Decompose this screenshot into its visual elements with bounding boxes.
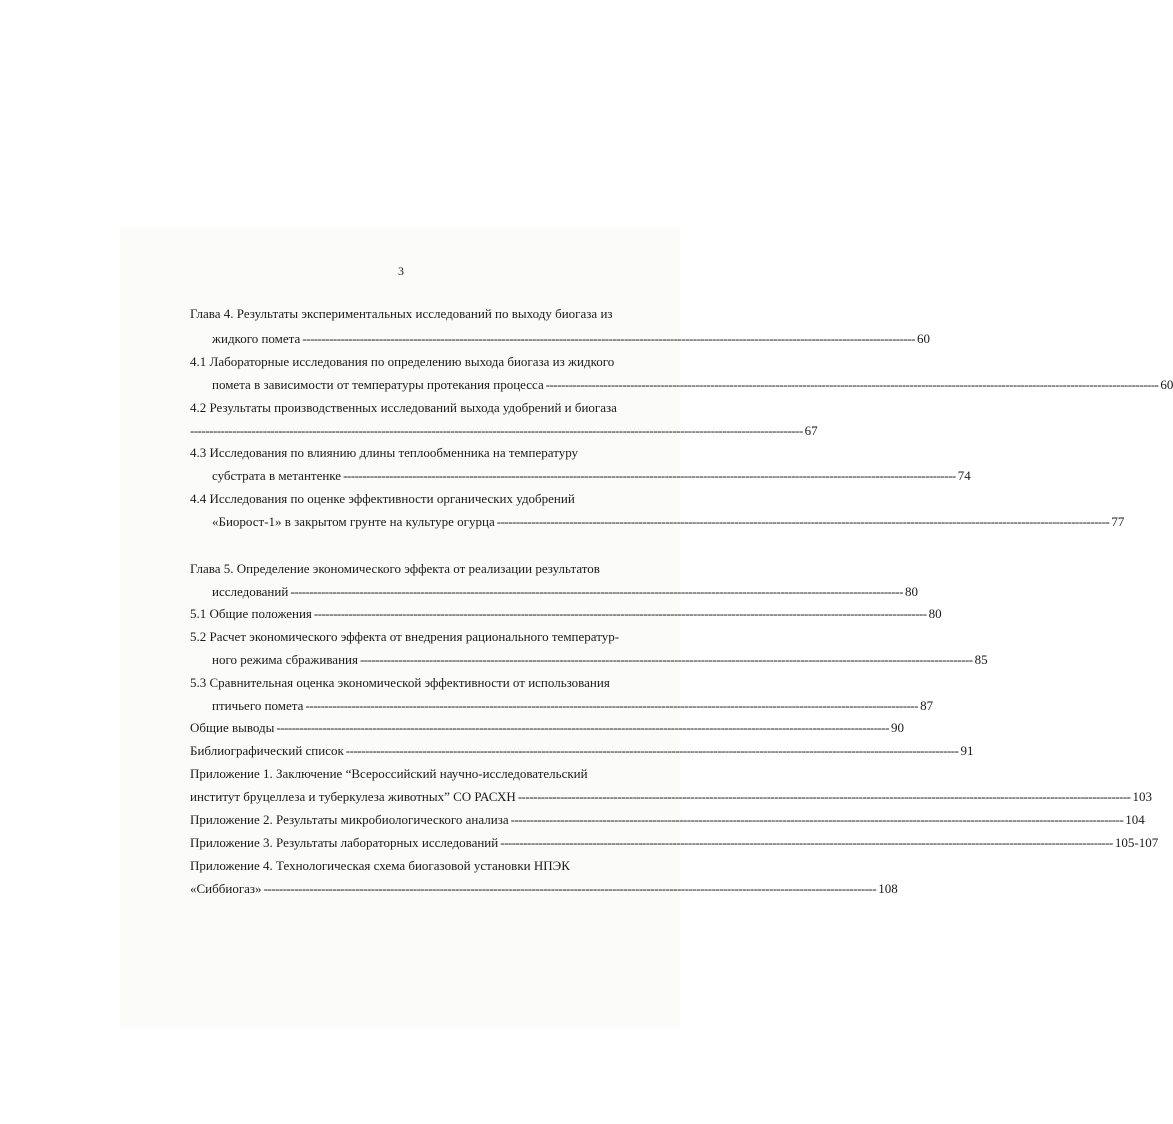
toc-entry-text: Приложение 3. Результаты лабораторных исследований (190, 835, 499, 850)
toc-entry-text: «Биорост-1» в закрытом грунте на культуре огурца (212, 514, 495, 529)
dot-leader: ---------------------------------------------------------------------------------------------------------------------------------------------------------------- (305, 698, 919, 713)
dot-leader: ---------------------------------------------------------------------------------------------------------------------------------------------------------------- (510, 812, 1124, 827)
toc-page-ref: 85 (974, 652, 988, 667)
toc-page-ref: 108 (878, 881, 898, 896)
toc-chapter-5-title: Глава 5. Определение экономического эффекта от реализации результатов (190, 561, 600, 576)
toc-entry-5-2 (212, 652, 988, 668)
page-number: 3 (398, 264, 404, 278)
toc-entry-text: жидкого помета (212, 331, 301, 346)
toc-section-4-4-title: 4.4 Исследования по оценке эффективности органических удобрений (190, 491, 575, 506)
toc-page-ref: 60 (916, 331, 930, 346)
toc-entry-text: ного режима сбраживания (212, 652, 358, 667)
toc-entry-appendix-3 (190, 835, 1159, 851)
toc-section-4-3-title: 4.3 Исследования по влиянию длины теплообменника на температуру (190, 445, 579, 460)
toc-entry-appendix-4 (190, 881, 898, 897)
toc-page-ref: 80 (904, 584, 918, 599)
toc-page-ref: 90 (891, 720, 905, 735)
scanned-page-area (120, 228, 680, 1028)
toc-entry-text: птичьего помета (212, 698, 304, 713)
toc-entry-text: Общие выводы (190, 720, 275, 735)
dot-leader: ---------------------------------------------------------------------------------------------------------------------------------------------------------------- (276, 720, 890, 735)
dot-leader: ---------------------------------------------------------------------------------------------------------------------------------------------------------------- (345, 743, 959, 758)
toc-entry-appendix-2 (190, 812, 1145, 828)
toc-entry-bibliography (190, 743, 974, 759)
dot-leader: ---------------------------------------------------------------------------------------------------------------------------------------------------------------- (190, 423, 803, 438)
toc-page-ref: 87 (920, 698, 934, 713)
toc-page-ref: 103 (1132, 789, 1152, 804)
toc-entry-appendix-1 (190, 789, 1152, 805)
toc-entry-4-4 (212, 514, 1125, 530)
toc-section-4-2-title: 4.2 Результаты производственных исследований выхода удобрений и биогаза (190, 400, 617, 415)
dot-leader: ---------------------------------------------------------------------------------------------------------------------------------------------------------------- (496, 514, 1110, 529)
toc-entry-5-1 (190, 606, 942, 622)
dot-leader: ---------------------------------------------------------------------------------------------------------------------------------------------------------------- (545, 377, 1159, 392)
dot-leader: ---------------------------------------------------------------------------------------------------------------------------------------------------------------- (359, 652, 973, 667)
dot-leader: ---------------------------------------------------------------------------------------------------------------------------------------------------------------- (500, 835, 1113, 850)
toc-appendix-4-title: Приложение 4. Технологическая схема биогазовой установки НПЭК (190, 858, 570, 873)
toc-entry-text: помета в зависимости от температуры протекания процесса (212, 377, 544, 392)
toc-entry-text: субстрата в метантенке (212, 468, 342, 483)
toc-entry-5-3 (212, 698, 934, 714)
dot-leader: ---------------------------------------------------------------------------------------------------------------------------------------------------------------- (313, 606, 927, 621)
toc-entry-text: институт бруцеллеза и туберкулеза животных” СО РАСХН (190, 789, 516, 804)
toc-entry-text: «Сиббиогаз» (190, 881, 262, 896)
toc-entry-4-1 (212, 377, 1173, 393)
toc-section-5-3-title: 5.3 Сравнительная оценка экономической эффективности от использования (190, 675, 610, 690)
toc-chapter-4-title: Глава 4. Результаты экспериментальных исследований по выходу биогаза из (190, 306, 613, 321)
toc-page-ref: 105-107 (1114, 835, 1159, 850)
toc-entry-text: 5.1 Общие положения (190, 606, 312, 621)
toc-entry-text: Библиографический список (190, 743, 344, 758)
toc-page-ref: 91 (960, 743, 974, 758)
toc-page-ref: 67 (804, 423, 818, 438)
dot-leader: ---------------------------------------------------------------------------------------------------------------------------------------------------------------- (302, 331, 915, 346)
dot-leader: ---------------------------------------------------------------------------------------------------------------------------------------------------------------- (343, 468, 956, 483)
dot-leader: ---------------------------------------------------------------------------------------------------------------------------------------------------------------- (263, 881, 877, 896)
toc-page-ref: 104 (1125, 812, 1145, 827)
toc-entry-text: Приложение 2. Результаты микробиологического анализа (190, 812, 509, 827)
toc-entry-ch4 (212, 331, 930, 347)
toc-entry-conclusions (190, 720, 905, 736)
dot-leader: ---------------------------------------------------------------------------------------------------------------------------------------------------------------- (517, 789, 1131, 804)
toc-appendix-1-title: Приложение 1. Заключение “Всероссийский научно-исследовательский (190, 766, 588, 781)
toc-entry-4-2 (190, 423, 818, 439)
toc-page-ref: 77 (1111, 514, 1125, 529)
toc-entry-ch5 (212, 584, 918, 600)
toc-section-4-1-title: 4.1 Лабораторные исследования по определению выхода биогаза из жидкого (190, 354, 615, 369)
toc-section-5-2-title: 5.2 Расчет экономического эффекта от внедрения рационального температур- (190, 629, 620, 644)
toc-page-ref: 60 (1160, 377, 1173, 392)
toc-page-ref: 80 (928, 606, 942, 621)
toc-entry-text: исследований (212, 584, 289, 599)
toc-page-ref: 74 (957, 468, 971, 483)
toc-entry-4-3 (212, 468, 971, 484)
dot-leader: ---------------------------------------------------------------------------------------------------------------------------------------------------------------- (290, 584, 903, 599)
